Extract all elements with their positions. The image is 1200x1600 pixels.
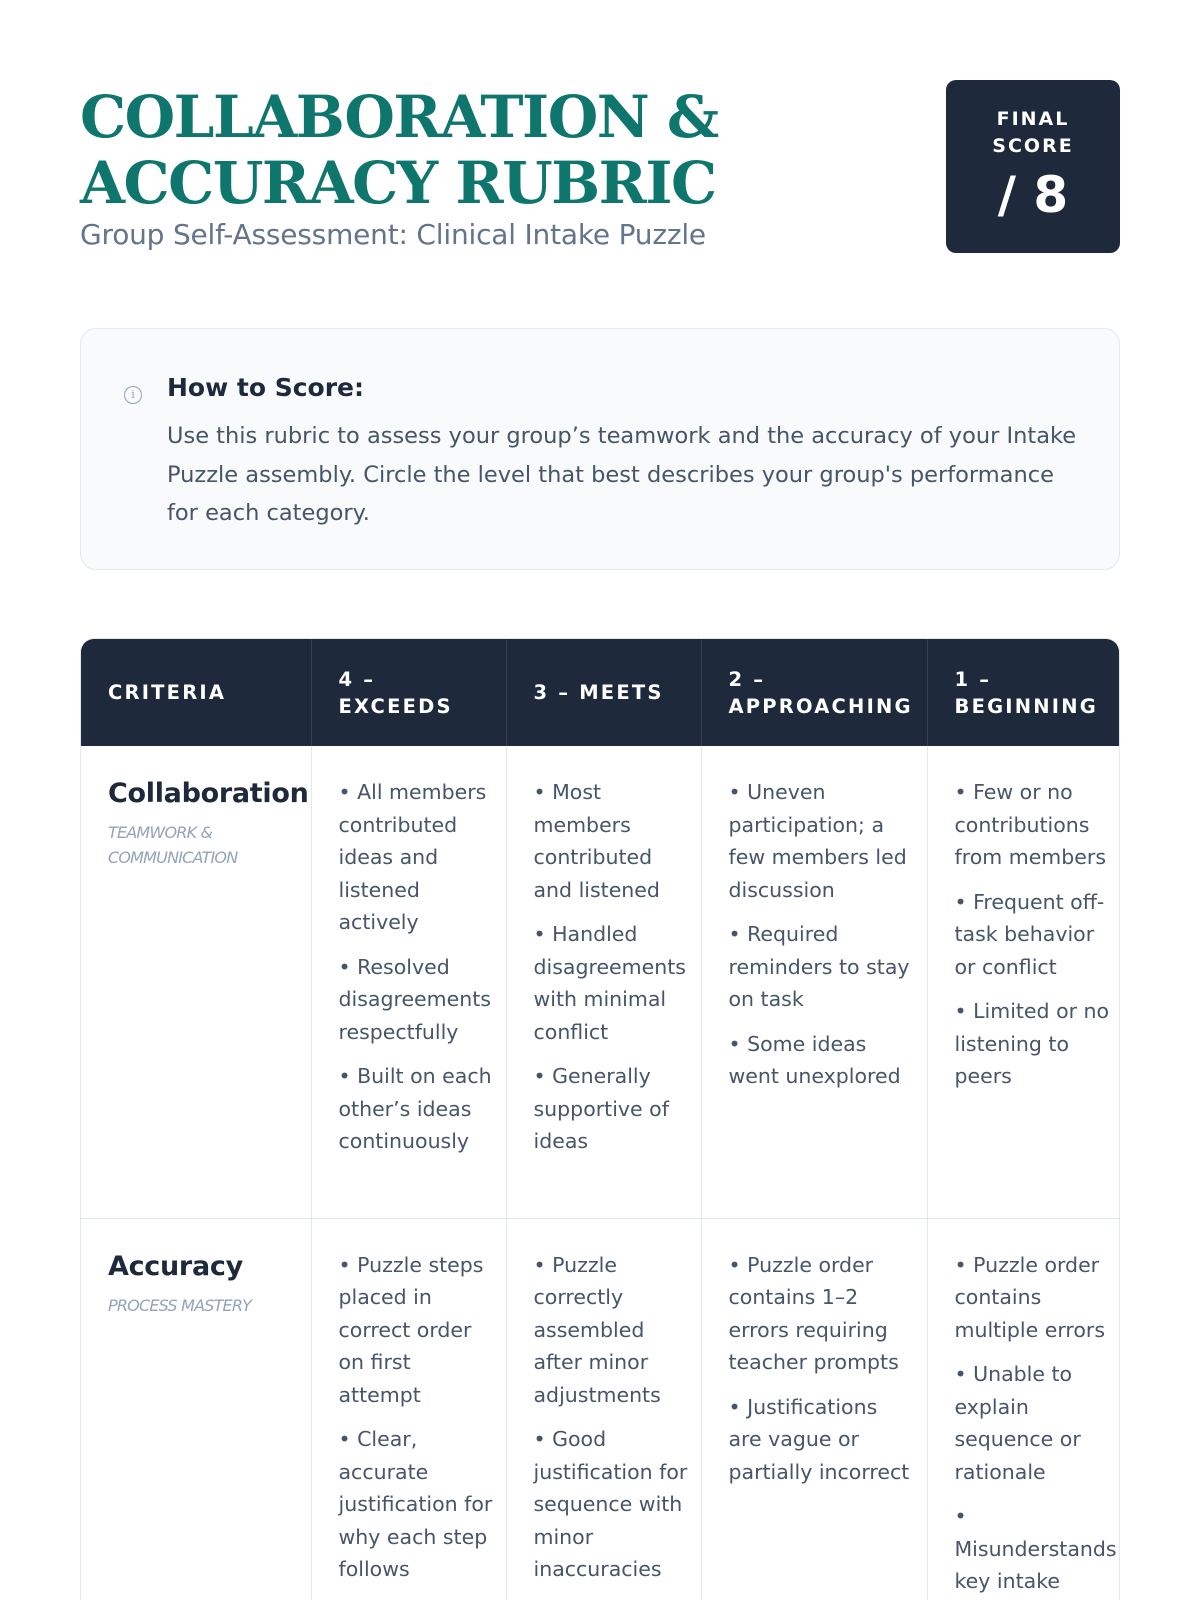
rubric-table-container <box>80 638 1120 1600</box>
level-cell <box>311 746 506 1218</box>
list-item: • Puzzle order contains multiple errors <box>954 1252 1106 1342</box>
level-cell <box>506 746 701 1218</box>
final-score-box <box>946 80 1120 253</box>
level-cell <box>506 1218 701 1600</box>
list-item: • Misunderstands key intake <box>954 1504 1117 1593</box>
criteria-subtitle: PROCESS MASTERY <box>108 1295 252 1315</box>
level-cell <box>701 746 927 1218</box>
list-item: • Puzzle correctly assembled after minor adjustments <box>533 1252 661 1407</box>
level-cell <box>927 746 1120 1218</box>
header-exceeds: 4 – EXCEEDS <box>311 639 506 746</box>
list-item: • Uneven participation; a few members led discussion <box>728 780 907 902</box>
header-beginning: 1 – BEGINNING <box>927 639 1120 746</box>
list-item: • Clear, accurate justification for why each step follows <box>338 1427 493 1581</box>
list-item: • Unable to explain sequence or rationale <box>954 1362 1081 1484</box>
how-to-score-text: Use this rubric to assess your group’s teamwork and the accuracy of your Intake Puzzle assembly. Circle the level that best describes your group's performance for each category. <box>167 423 1077 526</box>
score-label-line-2: SCORE <box>992 135 1074 157</box>
list-item: • Few or no contributions from members <box>954 780 1107 869</box>
list-item: • Required reminders to stay on task <box>728 922 910 1011</box>
table-row <box>81 1218 1120 1600</box>
rubric-page <box>80 0 1120 1600</box>
page-subtitle: Group Self-Assessment: Clinical Intake Puzzle <box>80 218 706 251</box>
level-cell <box>311 1218 506 1600</box>
final-score-label <box>946 106 1120 160</box>
how-to-score-title: How to Score: <box>167 373 365 402</box>
how-to-score-box <box>80 328 1120 570</box>
criteria-cell <box>81 1218 311 1600</box>
title-line-1: COLLABORATION & <box>80 83 718 151</box>
list-item: • Generally supportive of ideas <box>533 1064 669 1153</box>
criteria-name: Accuracy <box>108 1250 243 1282</box>
list-item: • Puzzle steps placed in correct order on first attempt <box>338 1252 484 1407</box>
list-item: • Some ideas went unexplored <box>728 1031 901 1088</box>
level-cell <box>701 1218 927 1600</box>
table-row <box>81 746 1120 1218</box>
list-item: • Justifications are vague or partially incorrect <box>728 1394 910 1484</box>
list-item: • All members contributed ideas and listened actively <box>338 780 487 934</box>
info-circle-icon: i <box>124 386 142 404</box>
header-criteria: CRITERIA <box>81 639 311 746</box>
level-cell <box>927 1218 1120 1600</box>
list-item: • Most members contributed and listened <box>533 780 660 902</box>
table-header-row <box>81 639 1120 746</box>
list-item: • Handled disagreements with minimal conflict <box>533 922 686 1044</box>
list-item: • Built on each other’s ideas continuously <box>338 1064 492 1153</box>
criteria-cell <box>81 746 311 1218</box>
title-line-2: ACCURACY RUBRIC <box>80 149 716 217</box>
header <box>80 80 1120 260</box>
criteria-subtitle: TEAMWORK & COMMUNICATION <box>108 823 238 867</box>
final-score-value: / 8 <box>997 166 1069 224</box>
score-label-line-1: FINAL <box>996 108 1070 130</box>
list-item: • Limited or no listening to peers <box>954 999 1110 1088</box>
list-item: • Resolved disagreements respectfully <box>338 954 491 1044</box>
list-item: • Frequent off-task behavior or conflict <box>954 889 1105 979</box>
header-meets: 3 – MEETS <box>506 639 701 746</box>
criteria-name: Collaboration <box>108 778 309 809</box>
page-title <box>80 84 840 216</box>
header-approaching: 2 – APPROACHING <box>701 639 927 746</box>
list-item: • Puzzle order contains 1–2 errors requiring teacher prompts <box>728 1252 899 1374</box>
list-item: • Good justification for sequence with minor inaccuracies <box>533 1427 688 1581</box>
rubric-table <box>81 639 1120 1600</box>
